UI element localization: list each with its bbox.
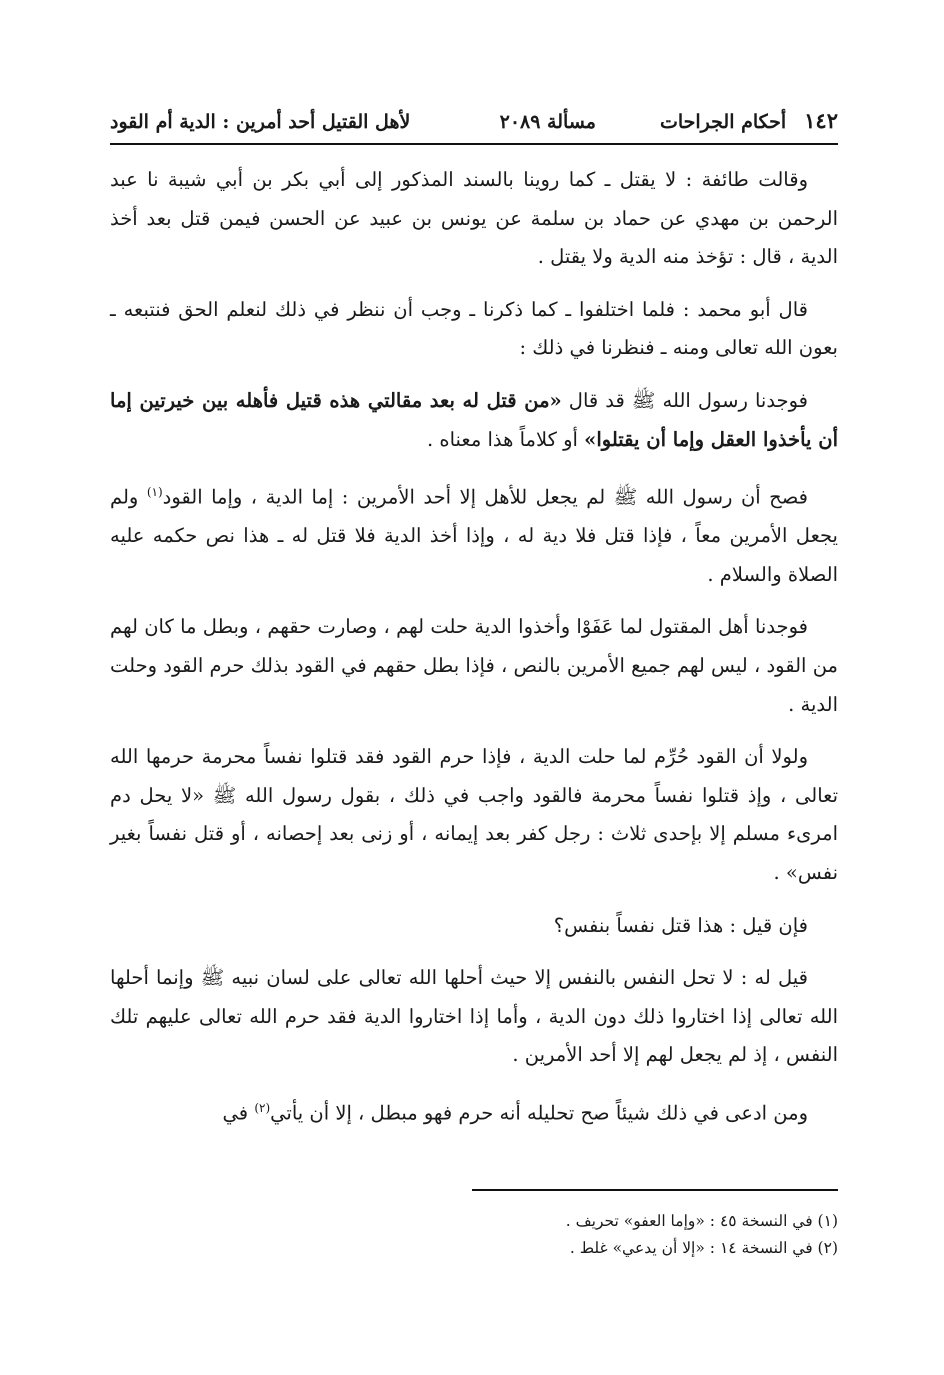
paragraph: فإن قيل : هذا قتل نفساً بنفس؟: [553, 913, 808, 937]
book-page: [110, 108, 838, 1147]
header-right-group: [500, 108, 838, 133]
paragraph: قال أبو محمد : فلما اختلفوا ـ كما ذكرنا ـ وجب أن ننظر في ذلك لنعلم الحق فنتبعه ـ بعون الله تعالى ومنه ـ فنظرنا في ذلك :: [110, 297, 838, 360]
page-number: ١٤٢: [804, 108, 838, 133]
footnote: (١) في النسخة ٤٥ : «وإما العفو» تحريف .: [565, 1212, 838, 1230]
footnote-ref[interactable]: (٢): [254, 1100, 271, 1115]
book-title: أحكام الجراحات: [659, 111, 787, 133]
paragraph: ولولا أن القود حُرِّم لما حلت الدية ، فإذا حرم القود فقد قتلوا نفساً محرمة حرمها الله تعالى ، وإذ قتلوا نفساً محرمة فالقود واجب في ذلك ، بقول رسول الله ﷺ «لا يحل دم امرىء مسلم إلا بإحدى ثلاث : رجل كفر بعد إيمانه ، أو زنى بعد إحصانه ، أو قتل نفساً بغير نفس» .: [110, 745, 838, 884]
issue-number: مسألة ٢٠٨٩: [499, 111, 596, 133]
main-text: [110, 161, 838, 1133]
paragraph-with-footnote: [110, 1089, 838, 1133]
paragraph-with-footnote: [110, 473, 838, 594]
paragraph-outro: أو كلاماً هذا معناه .: [426, 427, 585, 451]
footnote-ref[interactable]: (١): [146, 485, 163, 500]
paragraph-intro: فصح أن رسول الله ﷺ لم يجعل للأهل إلا أحد الأمرين : إما الدية ، وإما القود: [162, 485, 808, 509]
paragraph: وقالت طائفة : لا يقتل ـ كما روينا بالسند المذكور إلى أبي بكر بن أبي شيبة نا عبد الرحمن بن مهدي عن حماد بن سلمة عن يونس بن عبيد عن الحسن فيمن قتل بعد أخذ الدية ، قال : تؤخذ منه الدية ولا يقتل .: [110, 168, 838, 269]
footnote: (٢) في النسخة ١٤ : «إلا أن يدعي» غلط .: [569, 1239, 838, 1257]
paragraph-outro: في: [222, 1101, 255, 1125]
paragraph-intro: فوجدنا رسول الله ﷺ قد قال: [561, 388, 809, 412]
footnotes: [110, 1208, 838, 1262]
paragraph: قيل له : لا تحل النفس بالنفس إلا حيث أحلها الله تعالى على لسان نبيه ﷺ وإنما أحلها الله تعالى إذا اختاروا ذلك دون الدية ، وأما إذا اختاروا الدية فقد حرم الله تعالى عليهم تلك النفس ، إذ لم يجعل لهم إلا أحد الأمرين .: [110, 966, 838, 1067]
footnote-divider: [472, 1189, 838, 1191]
running-header: [110, 108, 838, 145]
chapter-title: لأهل القتيل أحد أمرين : الدية أم القود: [110, 111, 411, 133]
paragraph-hadith: [110, 382, 838, 459]
paragraph-intro: ومن ادعى في ذلك شيئاً صح تحليله أنه حرم فهو مبطل ، إلا أن يأتي: [270, 1101, 808, 1125]
paragraph-outro: ولم يجعل الأمرين معاً ، فإذا قتل فلا دية له ، وإذا أخذ الدية فلا قتل له ـ هذا نص حكمه عليه الصلاة والسلام .: [110, 485, 838, 586]
hadith-quote: «من قتل له بعد مقالتي هذه قتيل فأهله بين خيرتين إما أن يأخذوا العقل وإما أن يقتلوا»: [110, 388, 838, 451]
paragraph: فوجدنا أهل المقتول لما عَفَوْا وأخذوا الدية حلت لهم ، وصارت حقهم ، وبطل ما كان لهم من القود ، ليس لهم جميع الأمرين بالنص ، فإذا بطل حقهم في القود بذلك حرم القود وحلت الدية .: [110, 615, 838, 716]
